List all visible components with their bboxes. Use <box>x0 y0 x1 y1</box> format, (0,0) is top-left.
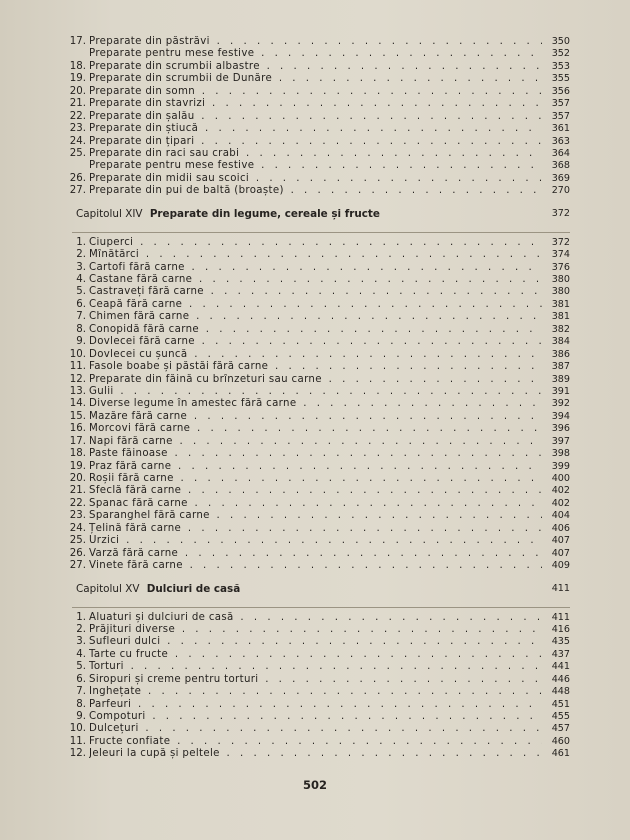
entry-title: Preparate din țipari . . . <box>89 136 542 148</box>
entry-page: 350 <box>551 36 570 47</box>
chapter-14-page: 372 <box>551 207 570 219</box>
entry-title: Conopidă fără carne . . . <box>89 324 542 336</box>
entry-number: 8. <box>76 698 86 710</box>
entry-page: 387 <box>551 361 570 373</box>
toc-entry <box>70 686 570 698</box>
entry-number: 14. <box>69 398 86 410</box>
entry-page: 369 <box>551 172 570 184</box>
entry-title: Preparate din făină cu brînzeturi sau carne . . . <box>89 374 542 386</box>
entry-title: Preparate din șalău . . . <box>89 111 542 123</box>
entry-page: 386 <box>551 348 570 360</box>
toc-entry <box>70 286 570 298</box>
entry-title: Preparate din raci sau crabi . . . <box>89 148 542 160</box>
toc-entry <box>70 36 570 48</box>
entry-page: 270 <box>551 185 570 197</box>
toc-entry <box>70 98 570 110</box>
toc-entry <box>70 649 570 661</box>
entry-title: Preparate din pui de baltă (broaște) . . . <box>89 185 542 197</box>
toc-entry <box>70 636 570 648</box>
entry-title: Sparanghel fără carne . . . <box>89 510 542 522</box>
entry-page: 394 <box>551 410 570 422</box>
toc-entry <box>70 160 570 172</box>
toc-entry <box>70 148 570 160</box>
chapter-14-prefix: Capitolul XIV <box>76 207 143 220</box>
entry-page: 398 <box>551 448 570 460</box>
entry-title: Torturi . . . <box>89 661 542 673</box>
entry-title: Napi fără carne . . . <box>89 436 542 448</box>
entry-page: 400 <box>551 473 570 484</box>
entry-number: 21. <box>69 485 86 497</box>
entry-page: 355 <box>551 73 570 85</box>
entry-number: 24. <box>69 522 86 534</box>
entry-title: Preparate din somn . . . <box>89 86 542 98</box>
entry-title: Cartofi fără carne . . . <box>89 262 542 274</box>
entry-page: 455 <box>551 711 570 722</box>
entry-title: Tarte cu fructe . . . <box>89 649 542 661</box>
toc-entry <box>70 398 570 410</box>
toc-entry <box>70 349 570 361</box>
toc-entry <box>70 612 570 624</box>
toc-entry <box>70 560 570 572</box>
entry-number: 15. <box>69 410 86 422</box>
entry-page: 460 <box>551 735 570 747</box>
entry-page: 384 <box>551 336 570 348</box>
entry-title: Fructe confiate . . . <box>89 736 542 748</box>
entry-page: 409 <box>551 560 570 572</box>
page-number: 502 <box>302 778 327 792</box>
entry-page: 402 <box>551 497 570 509</box>
entry-number: 12. <box>69 373 86 385</box>
entry-number: 12. <box>69 748 86 760</box>
entry-number: 7. <box>76 686 86 698</box>
entry-title: Preparate din scrumbii albastre . . . <box>89 61 542 73</box>
entry-page: 374 <box>551 249 570 261</box>
entry-page: 364 <box>551 147 570 159</box>
toc-entry <box>70 523 570 535</box>
toc-entry <box>70 361 570 373</box>
entry-title: Aluaturi și dulciuri de casă . . . <box>89 612 542 624</box>
toc-entry <box>70 61 570 73</box>
entry-number: 27. <box>69 560 86 572</box>
entry-number: 11. <box>69 735 86 747</box>
entry-page: 357 <box>551 110 570 122</box>
entry-number: 6. <box>76 298 86 310</box>
chapter-14-heading <box>70 206 570 222</box>
entry-number: 7. <box>76 311 86 323</box>
entry-page: 381 <box>551 311 570 323</box>
entry-page: 391 <box>551 385 570 397</box>
chapter-14-title: Preparate din legume, cereale și fructe <box>149 207 380 220</box>
entry-number: 23. <box>69 510 86 522</box>
entry-number: 1. <box>76 611 86 623</box>
entry-title: Compoturi . . . <box>89 711 542 723</box>
chapter-15-title: Dulciuri de casă <box>146 582 241 595</box>
toc-entry <box>70 535 570 547</box>
entry-number: 10. <box>69 723 86 735</box>
toc-entry <box>70 336 570 348</box>
entry-page: 382 <box>551 323 570 335</box>
toc-entry <box>70 485 570 497</box>
toc-entry <box>70 661 570 673</box>
entry-number: 2. <box>76 623 86 635</box>
table-of-contents <box>70 36 570 761</box>
entry-title: Prăjituri diverse . . . <box>89 624 542 636</box>
entry-number: 17. <box>69 435 86 447</box>
toc-entry <box>70 86 570 98</box>
toc-entry <box>70 624 570 636</box>
toc-entry <box>70 436 570 448</box>
entry-number: 25. <box>69 535 86 547</box>
entry-title: Mazăre fără carne . . . <box>89 411 542 423</box>
toc-entry <box>70 711 570 723</box>
toc-entry <box>70 723 570 735</box>
entry-page: 363 <box>551 135 570 147</box>
toc-entry <box>70 237 570 249</box>
entry-page: 372 <box>551 236 570 248</box>
entry-number: 5. <box>76 661 86 673</box>
toc-entry <box>70 274 570 286</box>
entry-page: 361 <box>551 123 570 135</box>
entry-page: 397 <box>551 435 570 447</box>
entry-number: 19. <box>69 460 86 472</box>
entry-number: 3. <box>76 636 86 648</box>
toc-entry <box>70 311 570 323</box>
toc-entry <box>70 423 570 435</box>
entry-page: 353 <box>551 60 570 72</box>
entry-title: Dovlecei cu șuncă . . . <box>89 349 542 361</box>
toc-entry <box>70 748 570 760</box>
toc-entry <box>70 48 570 60</box>
toc-entry <box>70 699 570 711</box>
entry-page: 441 <box>551 661 570 673</box>
entry-number: 27. <box>69 185 86 197</box>
entry-page: 407 <box>551 547 570 559</box>
entry-title: Sufleuri dulci . . . <box>89 636 542 648</box>
entry-title: Spanac fără carne . . . <box>89 498 542 510</box>
entry-title: Varză fără carne . . . <box>89 548 542 560</box>
entry-number: 3. <box>76 261 86 273</box>
entry-number: 19. <box>69 73 86 85</box>
entry-title: Preparate pentru mese festive . . . <box>89 48 542 60</box>
chapter-15-heading <box>70 581 570 597</box>
entry-title: Paste făinoase . . . <box>89 448 542 460</box>
entry-title: Urzici . . . <box>89 535 542 547</box>
entry-number: 11. <box>69 361 86 373</box>
entry-number: 9. <box>76 711 86 722</box>
entry-title: Preparate din păstrăvi . . . <box>89 36 542 48</box>
entry-page: 368 <box>551 160 570 172</box>
entry-page: 380 <box>551 274 570 285</box>
toc-entry <box>70 73 570 85</box>
toc-entry <box>70 185 570 197</box>
toc-entry <box>70 374 570 386</box>
entry-number: 2. <box>76 249 86 261</box>
entry-title: Preparate din scrumbii de Dunăre . . . <box>89 73 542 85</box>
entry-page: 457 <box>551 723 570 735</box>
entry-number: 13. <box>69 385 86 397</box>
entry-page: 448 <box>551 686 570 698</box>
entry-title: Preparate din știucă . . . <box>89 123 542 135</box>
entry-number: 18. <box>69 448 86 460</box>
chapter-15-page: 411 <box>551 582 570 594</box>
toc-entry <box>70 674 570 686</box>
entry-title: Ciuperci . . . <box>89 237 542 249</box>
entry-title: Preparate din stavrizi . . . <box>89 98 542 110</box>
toc-entry <box>70 299 570 311</box>
entry-page: 396 <box>551 423 570 435</box>
entry-title: Fasole boabe și păstăi fără carne . . . <box>89 361 542 373</box>
toc-entry <box>70 473 570 485</box>
toc-entry <box>70 136 570 148</box>
entry-number: 18. <box>69 60 86 72</box>
entry-title: Gulii . . . <box>89 386 542 398</box>
entry-page: 411 <box>551 611 570 623</box>
entry-title: Dovlecei fără carne . . . <box>89 336 542 348</box>
toc-entry <box>70 249 570 261</box>
entry-number: 22. <box>69 110 86 122</box>
entry-number: 16. <box>69 423 86 435</box>
entry-number: 4. <box>76 274 86 285</box>
toc-entry <box>70 262 570 274</box>
entry-title: Siropuri și creme pentru torturi . . . <box>89 674 542 686</box>
entry-title: Praz fără carne . . . <box>89 461 542 473</box>
entry-page: 357 <box>551 98 570 110</box>
toc-entry <box>70 510 570 522</box>
entry-page: 381 <box>551 298 570 310</box>
entry-number: 24. <box>69 135 86 147</box>
entry-title: Mînătărci . . . <box>89 249 542 261</box>
divider <box>72 232 570 233</box>
entry-title: Țelină fără carne . . . <box>89 523 542 535</box>
entry-page: 406 <box>551 522 570 534</box>
entry-title: Ceapă fără carne . . . <box>89 299 542 311</box>
entry-page: 407 <box>551 535 570 547</box>
toc-entry <box>70 461 570 473</box>
entry-title: Vinete fără carne . . . <box>89 560 542 572</box>
toc-entry <box>70 548 570 560</box>
divider <box>72 607 570 608</box>
entry-page: 352 <box>551 48 570 60</box>
entry-page: 392 <box>551 398 570 410</box>
entry-number: 10. <box>69 348 86 360</box>
entry-title: Preparate din midii sau scoici . . . <box>89 173 542 185</box>
entry-title: Castraveți fără carne . . . <box>89 286 542 298</box>
entry-page: 404 <box>551 510 570 522</box>
entry-number: 21. <box>69 98 86 110</box>
chapter-15-prefix: Capitolul XV <box>76 582 140 595</box>
entry-page: 416 <box>551 623 570 635</box>
entry-number: 4. <box>76 648 86 660</box>
entry-number: 26. <box>69 547 86 559</box>
entry-title: Castane fără carne . . . <box>89 274 542 286</box>
entry-title: Chimen fără carne . . . <box>89 311 542 323</box>
entry-title: Sfeclă fără carne . . . <box>89 485 542 497</box>
entry-page: 399 <box>551 460 570 472</box>
toc-entry <box>70 324 570 336</box>
entry-page: 402 <box>551 485 570 497</box>
entry-number: 1. <box>76 236 86 248</box>
toc-entry <box>70 123 570 135</box>
chapter-13-continued-list <box>70 36 570 198</box>
entry-page: 435 <box>551 636 570 648</box>
toc-entry <box>70 411 570 423</box>
entry-number: 22. <box>69 497 86 509</box>
entry-page: 356 <box>551 85 570 97</box>
chapter-15-entry-list <box>70 612 570 761</box>
entry-number: 20. <box>69 85 86 97</box>
toc-entry <box>70 173 570 185</box>
entry-number: 25. <box>69 147 86 159</box>
toc-entry <box>70 386 570 398</box>
entry-number: 5. <box>76 286 86 298</box>
chapter-14-entry-list <box>70 237 570 573</box>
entry-title: Morcovi fără carne . . . <box>89 423 542 435</box>
entry-page: 380 <box>551 286 570 298</box>
entry-number: 26. <box>69 172 86 184</box>
entry-page: 437 <box>551 648 570 660</box>
entry-number: 17. <box>69 36 86 47</box>
entry-number: 20. <box>69 473 86 484</box>
entry-number: 23. <box>69 123 86 135</box>
toc-entry <box>70 111 570 123</box>
entry-title: Înghețate . . . <box>89 686 542 698</box>
entry-number: 6. <box>76 673 86 685</box>
entry-title: Diverse legume în amestec fără carne . . . <box>89 398 542 410</box>
entry-title: Jeleuri la cupă și peltele . . . <box>89 748 542 760</box>
entry-page: 451 <box>551 698 570 710</box>
entry-number: 8. <box>76 323 86 335</box>
toc-entry <box>70 498 570 510</box>
entry-page: 461 <box>551 748 570 760</box>
entry-page: 389 <box>551 373 570 385</box>
entry-number: 9. <box>76 336 86 348</box>
entry-title: Dulcețuri . . . <box>89 723 542 735</box>
entry-page: 376 <box>551 261 570 273</box>
entry-title: Parfeuri . . . <box>89 699 542 711</box>
entry-title: Preparate pentru mese festive . . . <box>89 160 542 172</box>
toc-entry <box>70 736 570 748</box>
entry-page: 446 <box>551 673 570 685</box>
toc-entry <box>70 448 570 460</box>
entry-title: Roșii fără carne . . . <box>89 473 542 485</box>
